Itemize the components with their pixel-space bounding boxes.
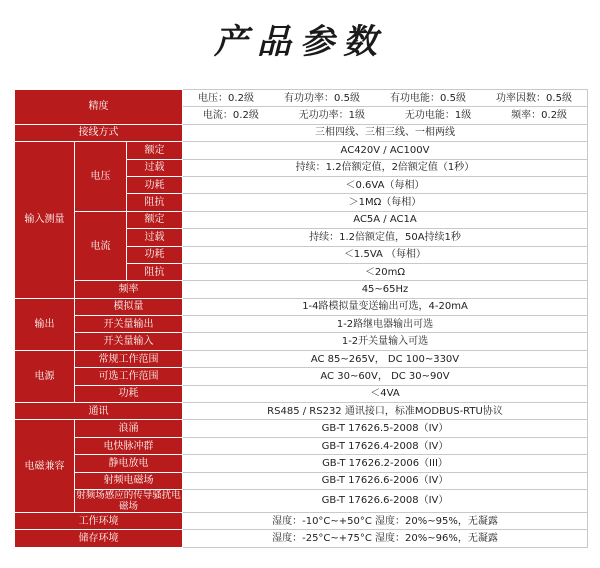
table-row xyxy=(15,385,588,402)
table-row xyxy=(15,124,588,141)
accuracy-item: 频率：0.2级 xyxy=(511,110,568,122)
param-value: GB-T 17626.4-2008（IV） xyxy=(183,437,588,454)
param-key: 额定 xyxy=(127,142,183,159)
param-key: 额定 xyxy=(127,211,183,228)
param-value: AC 30~60V， DC 30~90V xyxy=(183,368,588,385)
input-label: 输入测量 xyxy=(15,142,75,299)
accuracy-item: 有功功率：0.5级 xyxy=(284,92,360,104)
param-value: GB-T 17626.6-2006（IV） xyxy=(183,472,588,489)
accuracy-item: 功率因数：0.5级 xyxy=(496,92,572,104)
work-env-label: 工作环境 xyxy=(15,512,183,529)
table-row xyxy=(15,316,588,333)
param-value: ＜4VA xyxy=(183,385,588,402)
accuracy-item: 电压：0.2级 xyxy=(198,92,254,104)
param-value: AC420V / AC100V xyxy=(183,142,588,159)
param-key: 可选工作范围 xyxy=(75,368,183,385)
table-row xyxy=(15,489,588,512)
param-value: GB-T 17626.5-2008（IV） xyxy=(183,420,588,437)
param-key: 功耗 xyxy=(75,385,183,402)
param-key: 射频场感应的传导骚扰电磁场 xyxy=(76,489,181,512)
param-key: 射频电磁场 xyxy=(75,472,183,489)
param-value: 1-2开关量输入可选 xyxy=(183,333,588,350)
page-title: 产品参数 xyxy=(214,22,386,62)
table-row xyxy=(15,472,588,489)
param-value: ＜1.5VA （每相） xyxy=(183,246,588,263)
param-value: GB-T 17626.2-2006（III） xyxy=(183,455,588,472)
param-value: ＜0.6VA（每相） xyxy=(183,176,588,193)
param-key: 功耗 xyxy=(127,176,183,193)
table-row xyxy=(15,298,588,315)
table-row xyxy=(15,512,588,529)
table-row xyxy=(15,142,588,159)
param-key: 电快脉冲群 xyxy=(75,437,183,454)
param-key: 常规工作范围 xyxy=(75,350,183,367)
output-label: 输出 xyxy=(15,298,75,350)
param-value: 1-2路继电器输出可选 xyxy=(183,316,588,333)
table-row xyxy=(15,437,588,454)
table-row xyxy=(15,368,588,385)
storage-env-label: 储存环境 xyxy=(15,530,183,547)
param-value: 45~65Hz xyxy=(183,281,588,298)
param-value: 持续：1.2倍额定值，2倍额定值（1秒） xyxy=(183,159,588,176)
param-value: ＞1MΩ（每相） xyxy=(183,194,588,211)
param-value: AC 85~265V， DC 100~330V xyxy=(183,350,588,367)
param-key: 过载 xyxy=(127,159,183,176)
table-row xyxy=(15,420,588,437)
work-env-value: 湿度：-10°C~+50°C 湿度：20%~95%，无凝露 xyxy=(183,512,588,529)
table-row xyxy=(15,350,588,367)
table-row xyxy=(15,333,588,350)
wiring-label: 接线方式 xyxy=(15,124,183,141)
table-row xyxy=(15,530,588,547)
voltage-label: 电压 xyxy=(75,142,127,212)
param-key: 功耗 xyxy=(127,246,183,263)
comm-value: RS485 / RS232 通讯接口，标准MODBUS-RTU协议 xyxy=(183,403,588,420)
current-label: 电流 xyxy=(75,211,127,281)
power-label: 电源 xyxy=(15,350,75,402)
param-key: 过载 xyxy=(127,229,183,246)
table-row xyxy=(15,211,588,228)
table-row xyxy=(15,455,588,472)
param-key: 开关量输出 xyxy=(75,316,183,333)
param-value: ＜20mΩ xyxy=(183,263,588,280)
param-key: 模拟量 xyxy=(75,298,183,315)
param-value: 1-4路模拟量变送输出可选，4-20mA xyxy=(183,298,588,315)
accuracy-label: 精度 xyxy=(15,90,183,125)
param-value: 持续：1.2倍额定值，50A持续1秒 xyxy=(183,229,588,246)
param-key: 阻抗 xyxy=(127,263,183,280)
storage-env-value: 湿度：-25°C~+75°C 湿度：20%~96%，无凝露 xyxy=(183,530,588,547)
table-row xyxy=(15,403,588,420)
param-value: AC5A / AC1A xyxy=(183,211,588,228)
param-key: 开关量输入 xyxy=(75,333,183,350)
param-key: 频率 xyxy=(75,281,183,298)
table-row xyxy=(15,281,588,298)
param-key: 浪涌 xyxy=(75,420,183,437)
wiring-value: 三相四线、三相三线、一相两线 xyxy=(183,124,588,141)
accuracy-item: 有功电能：0.5级 xyxy=(390,92,466,104)
param-key: 静电放电 xyxy=(75,455,183,472)
table-row xyxy=(15,90,588,107)
param-value: GB-T 17626.6-2008（IV） xyxy=(183,489,588,512)
param-key: 阻抗 xyxy=(127,194,183,211)
accuracy-item: 无功电能：1级 xyxy=(404,110,472,122)
accuracy-item: 无功功率：1级 xyxy=(298,110,366,122)
accuracy-item: 电流：0.2级 xyxy=(202,110,259,122)
comm-label: 通讯 xyxy=(15,403,183,420)
emc-label: 电磁兼容 xyxy=(15,420,75,513)
spec-table xyxy=(14,89,588,548)
